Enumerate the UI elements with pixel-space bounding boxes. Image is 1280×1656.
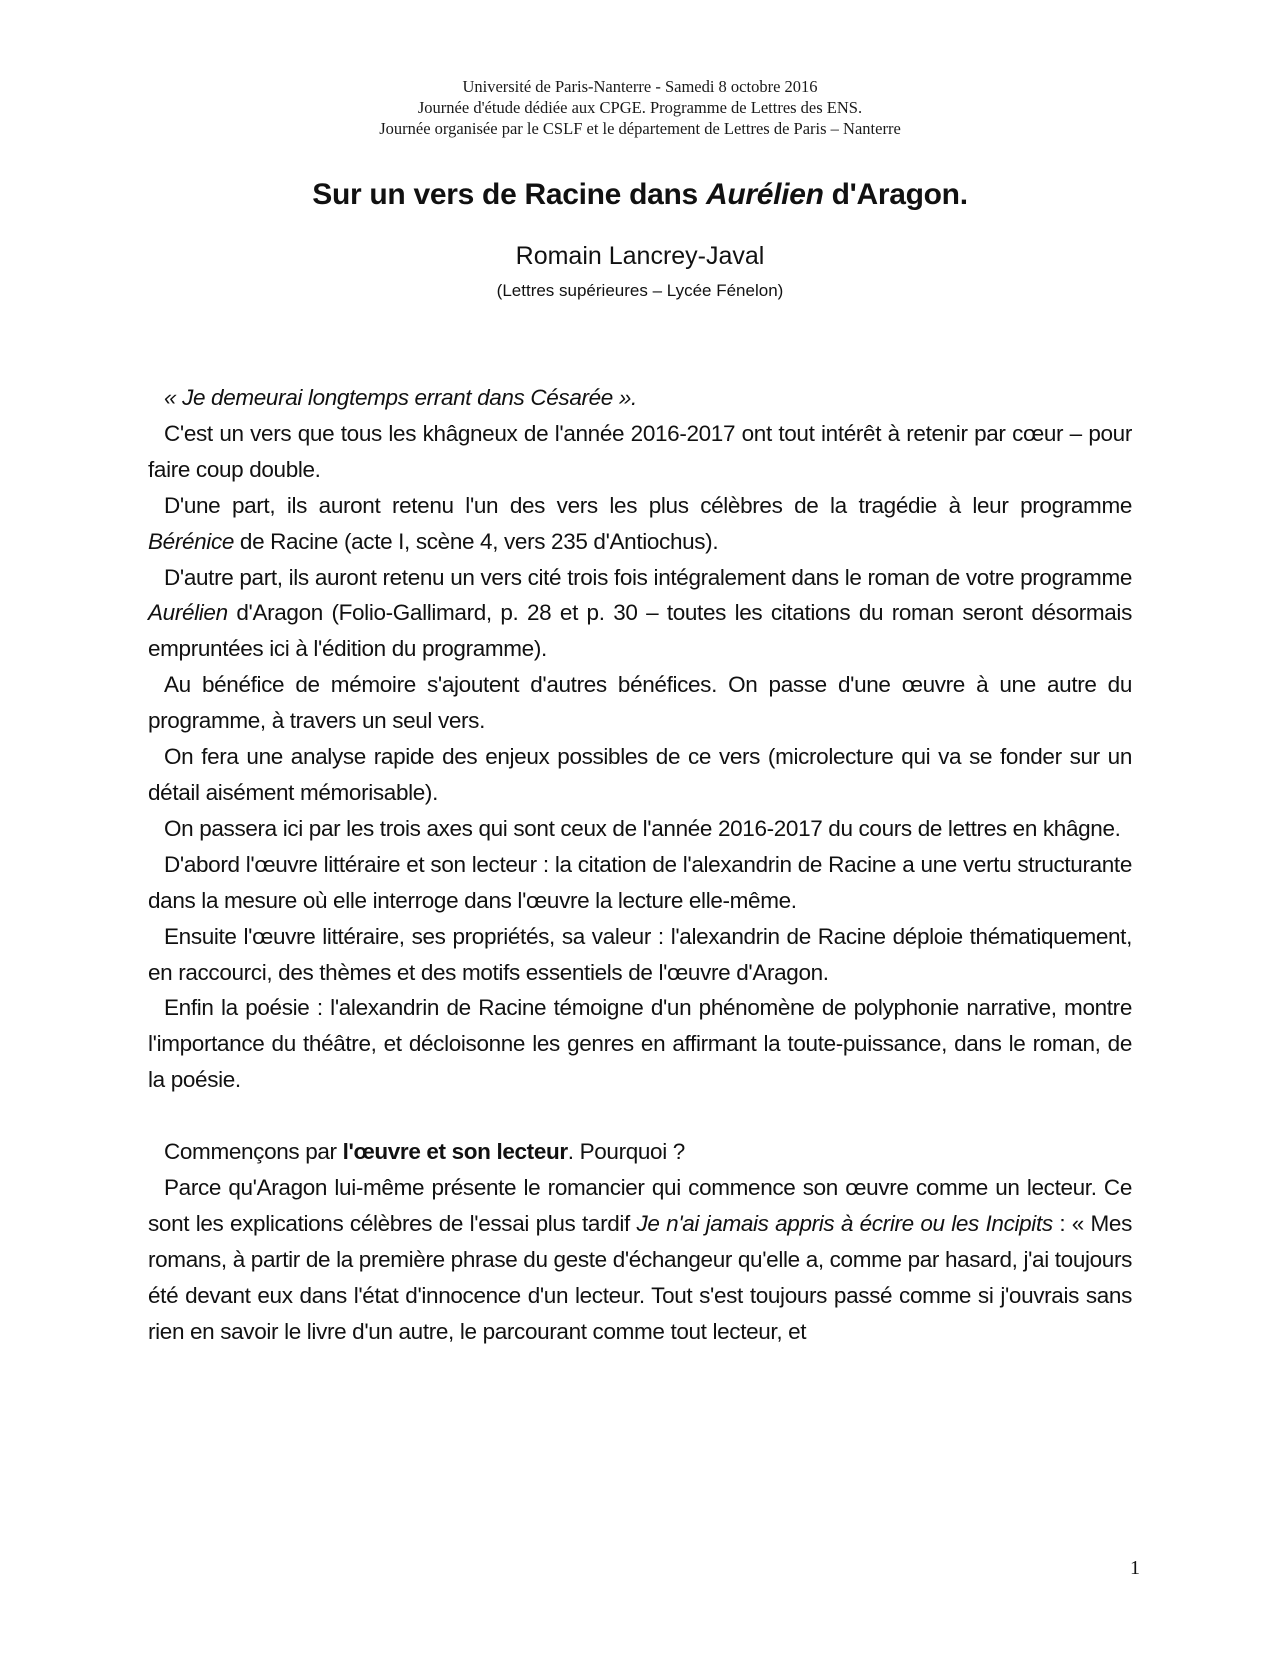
text-span: Parce qu'Aragon lui-même présente le romancier qui commence son œuvre comme un lecteur. Ce sont les explications célèbres de l'essai plus tardif: [148, 1174, 1132, 1236]
title-part-1: Sur un vers de Racine dans: [312, 178, 706, 211]
paragraph-first-reason: [148, 488, 1132, 560]
paragraph-aragon-reader: [148, 1170, 1132, 1350]
text-span: D'une part, ils auront retenu l'un des vers les plus célèbres de la tragédie à leur programme: [164, 492, 1132, 518]
header-line-event: Journée d'étude dédiée aux CPGE. Programme de Lettres des ENS.: [417, 98, 863, 117]
page-number: 1: [1130, 1557, 1140, 1579]
page-title: [0, 176, 1280, 214]
paragraph-benefits: Au bénéfice de mémoire s'ajoutent d'autres bénéfices. On passe d'une œuvre à une autre du programme, à travers un seul vers.: [148, 672, 1132, 734]
title-italic-work: Aurélien: [705, 178, 824, 211]
paragraph-second-reason: [148, 560, 1132, 668]
title-part-2: d'Aragon.: [823, 178, 968, 211]
italic-essay-title: Je n'ai jamais appris à écrire ou les Incipits: [636, 1210, 1053, 1236]
author-name: Romain Lancrey-Javal: [515, 242, 765, 270]
paragraph-intro: C'est un vers que tous les khâgneux de l'année 2016-2017 ont tout intérêt à retenir par cœur – pour faire coup double.: [148, 420, 1132, 482]
text-span: : « Mes romans, à partir de la première phrase du geste d'échangeur qu'elle a, comme par hasard, j'ai toujours été devant eux dans l'état d'innocence d'un lecteur. Tout s'est toujours passé comme si j'ouvrais sans rien en savoir le livre d'un autre, le parcourant comme tout lecteur, et: [148, 1210, 1132, 1344]
paragraph-axis-poetry: Enfin la poésie : l'alexandrin de Racine témoigne d'un phénomène de polyphonie narrative, montre l'importance du théâtre, et décloisonne les genres en affirmant la toute-puissance, dans le roman, de la poésie.: [148, 995, 1132, 1093]
header-line-organizers: Journée organisée par le CSLF et le département de Lettres de Paris – Nanterre: [379, 119, 901, 138]
author-affiliation: (Lettres supérieures – Lycée Fénelon): [496, 281, 784, 300]
paragraph-section-start: [148, 1134, 1132, 1170]
paragraph-axis-value: Ensuite l'œuvre littéraire, ses propriétés, sa valeur : l'alexandrin de Racine déploie thématiquement, en raccourci, des thèmes et des motifs essentiels de l'œuvre d'Aragon.: [148, 923, 1132, 985]
paragraph-spacer: [148, 1098, 1132, 1134]
article-body: [148, 380, 1132, 1349]
text-span: Commençons par: [164, 1139, 343, 1165]
bold-section-topic: l'œuvre et son lecteur: [342, 1139, 568, 1165]
text-span: de Racine (acte I, scène 4, vers 235 d'Antiochus).: [234, 528, 719, 554]
header-line-venue-date: Université de Paris-Nanterre - Samedi 8 octobre 2016: [462, 77, 818, 96]
italic-work-title: Aurélien: [148, 600, 228, 626]
paragraph-axis-reader: D'abord l'œuvre littéraire et son lecteur : la citation de l'alexandrin de Racine a une vertu structurante dans la mesure où elle interroge dans l'œuvre la lecture elle-même.: [148, 851, 1132, 913]
paragraph-analysis: On fera une analyse rapide des enjeux possibles de ce vers (microlecture qui va se fonder sur un détail aisément mémorisable).: [148, 744, 1132, 805]
italic-work-title: Bérénice: [148, 528, 235, 554]
epigraph-quote: « Je demeurai longtemps errant dans Césarée ».: [164, 385, 637, 410]
paragraph-three-axes: On passera ici par les trois axes qui sont ceux de l'année 2016-2017 du cours de lettres en khâgne.: [164, 815, 1121, 841]
text-span: d'Aragon (Folio-Gallimard, p. 28 et p. 30 – toutes les citations du roman seront désormais empruntées ici à l'édition du programme).: [148, 600, 1132, 662]
conference-header: [0, 76, 1280, 139]
text-span: . Pourquoi ?: [567, 1139, 685, 1165]
text-span: D'autre part, ils auront retenu un vers cité trois fois intégralement dans le roman de votre programme: [164, 564, 1132, 590]
